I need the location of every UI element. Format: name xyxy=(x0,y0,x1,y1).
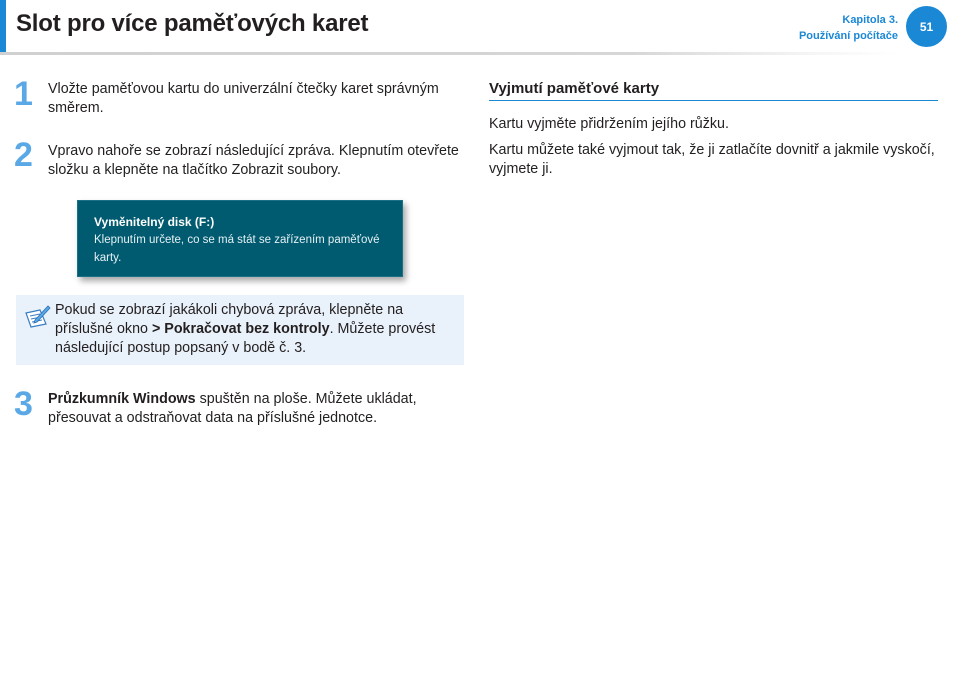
notification-body: Klepnutím určete, co se má stát se zařízením paměťové karty. xyxy=(94,234,380,264)
section-heading: Vyjmutí paměťové karty xyxy=(489,80,938,101)
step-1-text: Vložte paměťovou kartu do univerzální čtečky karet správným směrem. xyxy=(48,81,439,116)
step-2-text: Vpravo nahoře se zobrazí následující zpráva. Klepnutím otevřete složku a klepněte na tlačítko Zobrazit soubory. xyxy=(48,143,459,178)
step-3-number: 3 xyxy=(14,385,33,423)
note-pencil-icon xyxy=(23,304,51,330)
continue-without-scanning: > Pokračovat bez kontroly xyxy=(151,321,330,337)
paragraph-2: Kartu můžete také vyjmout tak, že ji zatlačíte dovnitř a jakmile vyskočí, vyjmete ji. xyxy=(489,142,935,177)
header-accent-bar xyxy=(0,0,6,52)
removable-disk-notification[interactable] xyxy=(77,200,403,277)
chapter-label xyxy=(799,12,898,44)
header-divider xyxy=(0,52,900,55)
paragraph-1: Kartu vyjměte přidržením jejího růžku. xyxy=(489,116,729,132)
step-1-number: 1 xyxy=(14,75,33,113)
page-title: Slot pro více paměťových karet xyxy=(16,10,369,37)
note-text: Pokud se zobrazí jakákoli chybová zpráva, klepněte na příslušné okno > Pokračovat bez kontroly. Můžete provést následující postup popsaný v bodě č. 3. xyxy=(55,302,436,356)
notification-title: Vyměnitelný disk (F:) xyxy=(94,215,215,229)
page-number-badge: 51 xyxy=(906,6,947,47)
note-box xyxy=(16,295,464,365)
chapter-title: Používání počítače xyxy=(798,30,898,42)
chapter-number: Kapitola 3. xyxy=(842,14,898,26)
step-3-text: Průzkumník Windows spuštěn na ploše. Můžete ukládat, přesouvat a odstraňovat data na příslušné jednotce. xyxy=(48,391,417,426)
windows-explorer-label: Průzkumník Windows xyxy=(48,391,196,407)
step-2-number: 2 xyxy=(14,136,33,174)
